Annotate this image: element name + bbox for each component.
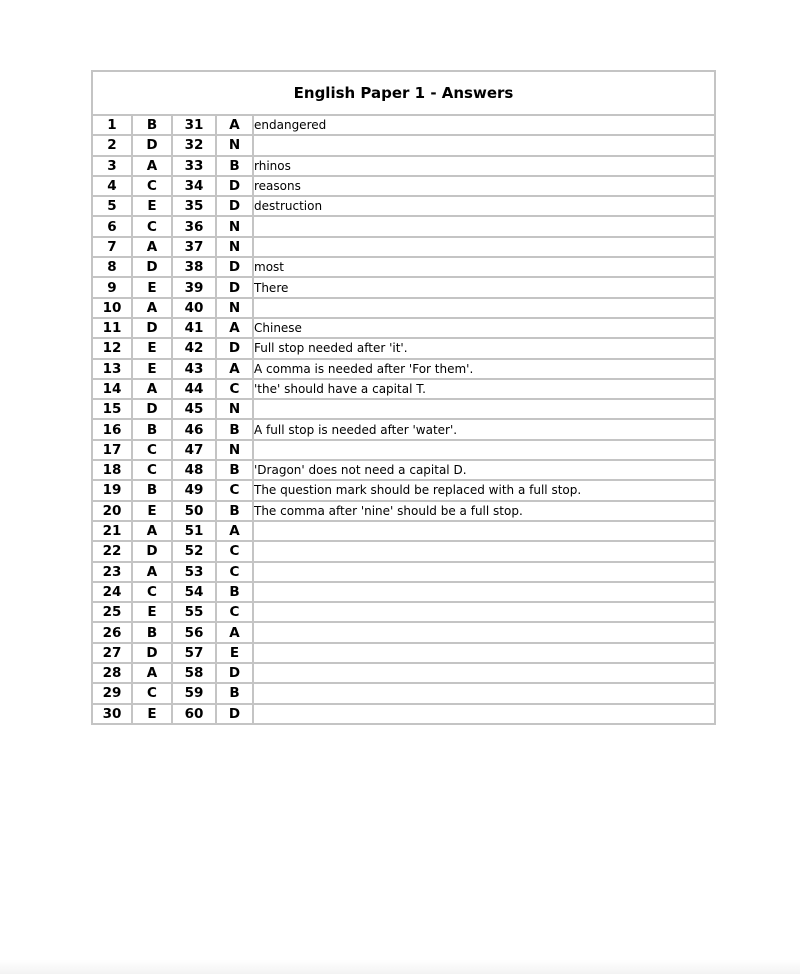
table-row: [93, 238, 716, 258]
question-number-left: 10: [93, 299, 133, 319]
answer-right: D: [217, 705, 254, 725]
table-row: [93, 705, 716, 725]
answer-left: E: [133, 278, 173, 298]
answer-left: E: [133, 197, 173, 217]
question-number-right: 31: [173, 116, 217, 136]
answer-note: [254, 583, 716, 603]
question-number-right: 51: [173, 522, 217, 542]
question-number-left: 30: [93, 705, 133, 725]
question-number-right: 48: [173, 461, 217, 481]
answer-note: There: [254, 278, 716, 298]
question-number-right: 33: [173, 157, 217, 177]
answer-right: A: [217, 522, 254, 542]
answer-note: [254, 644, 716, 664]
answer-left: C: [133, 177, 173, 197]
question-number-right: 41: [173, 319, 217, 339]
answer-right: B: [217, 583, 254, 603]
table-row: [93, 481, 716, 501]
page-bottom-edge: [0, 960, 800, 974]
question-number-left: 21: [93, 522, 133, 542]
question-number-right: 50: [173, 502, 217, 522]
table-row: [93, 116, 716, 136]
question-number-left: 4: [93, 177, 133, 197]
question-number-left: 28: [93, 664, 133, 684]
table-row: [93, 319, 716, 339]
table-row: [93, 502, 716, 522]
question-number-left: 2: [93, 136, 133, 156]
question-number-left: 9: [93, 278, 133, 298]
answer-left: D: [133, 400, 173, 420]
question-number-right: 52: [173, 542, 217, 562]
table-row: [93, 603, 716, 623]
question-number-left: 12: [93, 339, 133, 359]
table-row: [93, 522, 716, 542]
question-number-right: 58: [173, 664, 217, 684]
question-number-left: 27: [93, 644, 133, 664]
answer-note: [254, 299, 716, 319]
question-number-right: 37: [173, 238, 217, 258]
answer-left: D: [133, 319, 173, 339]
question-number-right: 60: [173, 705, 217, 725]
table-row: [93, 684, 716, 704]
answer-right: C: [217, 603, 254, 623]
answer-right: C: [217, 481, 254, 501]
answer-right: B: [217, 420, 254, 440]
answer-note: 'the' should have a capital T.: [254, 380, 716, 400]
answer-right: B: [217, 157, 254, 177]
table-row: [93, 197, 716, 217]
answer-left: C: [133, 583, 173, 603]
answer-note: most: [254, 258, 716, 278]
table-row: [93, 623, 716, 643]
answer-note: [254, 238, 716, 258]
answer-note: [254, 603, 716, 623]
table-row: [93, 644, 716, 664]
answer-right: N: [217, 238, 254, 258]
answer-left: E: [133, 705, 173, 725]
answer-right: B: [217, 461, 254, 481]
question-number-left: 25: [93, 603, 133, 623]
table-row: [93, 339, 716, 359]
answer-left: A: [133, 157, 173, 177]
answer-right: C: [217, 542, 254, 562]
table-row: [93, 380, 716, 400]
table-row: [93, 664, 716, 684]
answer-right: B: [217, 684, 254, 704]
answer-left: A: [133, 238, 173, 258]
answer-right: D: [217, 258, 254, 278]
answer-right: C: [217, 380, 254, 400]
table-row: [93, 542, 716, 562]
question-number-right: 32: [173, 136, 217, 156]
table-row: [93, 299, 716, 319]
answer-note: [254, 136, 716, 156]
question-number-right: 47: [173, 441, 217, 461]
answer-note: [254, 684, 716, 704]
question-number-right: 59: [173, 684, 217, 704]
answer-note: [254, 705, 716, 725]
question-number-right: 56: [173, 623, 217, 643]
answer-left: C: [133, 441, 173, 461]
answer-right: N: [217, 441, 254, 461]
question-number-right: 34: [173, 177, 217, 197]
question-number-right: 38: [173, 258, 217, 278]
answer-note: destruction: [254, 197, 716, 217]
answer-left: E: [133, 339, 173, 359]
question-number-left: 11: [93, 319, 133, 339]
answer-left: B: [133, 481, 173, 501]
table-row: [93, 157, 716, 177]
question-number-right: 42: [173, 339, 217, 359]
answer-left: C: [133, 684, 173, 704]
question-number-right: 55: [173, 603, 217, 623]
question-number-left: 7: [93, 238, 133, 258]
table-row: [93, 441, 716, 461]
question-number-left: 19: [93, 481, 133, 501]
table-row: [93, 563, 716, 583]
answer-left: B: [133, 623, 173, 643]
answer-left: D: [133, 258, 173, 278]
answer-right: N: [217, 400, 254, 420]
answer-right: D: [217, 197, 254, 217]
question-number-left: 3: [93, 157, 133, 177]
answer-note: A comma is needed after 'For them'.: [254, 360, 716, 380]
answer-right: D: [217, 339, 254, 359]
table-row: [93, 278, 716, 298]
question-number-left: 14: [93, 380, 133, 400]
answer-note: The comma after 'nine' should be a full stop.: [254, 502, 716, 522]
answer-right: B: [217, 502, 254, 522]
table-row: [93, 360, 716, 380]
title-row: [93, 72, 716, 116]
answer-note: 'Dragon' does not need a capital D.: [254, 461, 716, 481]
answer-note: [254, 664, 716, 684]
question-number-right: 39: [173, 278, 217, 298]
question-number-right: 44: [173, 380, 217, 400]
question-number-left: 6: [93, 217, 133, 237]
answer-note: [254, 217, 716, 237]
answer-note: [254, 542, 716, 562]
answer-left: A: [133, 563, 173, 583]
answer-left: A: [133, 299, 173, 319]
page-title: English Paper 1 - Answers: [93, 72, 716, 116]
question-number-left: 26: [93, 623, 133, 643]
question-number-left: 15: [93, 400, 133, 420]
answer-left: C: [133, 217, 173, 237]
answer-right: D: [217, 177, 254, 197]
question-number-right: 46: [173, 420, 217, 440]
answer-note: Full stop needed after 'it'.: [254, 339, 716, 359]
question-number-right: 36: [173, 217, 217, 237]
answer-left: B: [133, 420, 173, 440]
question-number-right: 40: [173, 299, 217, 319]
answer-note: endangered: [254, 116, 716, 136]
answer-left: E: [133, 603, 173, 623]
table-row: [93, 136, 716, 156]
answer-note: [254, 522, 716, 542]
question-number-right: 54: [173, 583, 217, 603]
question-number-right: 49: [173, 481, 217, 501]
answer-right: N: [217, 136, 254, 156]
answer-left: D: [133, 644, 173, 664]
answer-note: [254, 441, 716, 461]
answer-right: C: [217, 563, 254, 583]
question-number-right: 43: [173, 360, 217, 380]
answer-right: N: [217, 299, 254, 319]
answer-note: rhinos: [254, 157, 716, 177]
question-number-left: 23: [93, 563, 133, 583]
table-row: [93, 420, 716, 440]
answer-right: A: [217, 623, 254, 643]
answer-right: D: [217, 664, 254, 684]
answer-left: D: [133, 542, 173, 562]
question-number-left: 8: [93, 258, 133, 278]
answer-left: A: [133, 522, 173, 542]
answer-left: B: [133, 116, 173, 136]
answers-table: [91, 70, 716, 725]
question-number-left: 17: [93, 441, 133, 461]
answer-left: D: [133, 136, 173, 156]
question-number-left: 18: [93, 461, 133, 481]
question-number-right: 45: [173, 400, 217, 420]
answer-left: E: [133, 502, 173, 522]
answer-left: A: [133, 380, 173, 400]
answer-left: C: [133, 461, 173, 481]
table-row: [93, 583, 716, 603]
answer-right: E: [217, 644, 254, 664]
answer-left: A: [133, 664, 173, 684]
answer-note: [254, 623, 716, 643]
table-row: [93, 258, 716, 278]
answer-note: reasons: [254, 177, 716, 197]
question-number-right: 35: [173, 197, 217, 217]
table-row: [93, 177, 716, 197]
answer-right: N: [217, 217, 254, 237]
question-number-right: 57: [173, 644, 217, 664]
question-number-left: 16: [93, 420, 133, 440]
answer-right: A: [217, 116, 254, 136]
table-row: [93, 400, 716, 420]
question-number-left: 29: [93, 684, 133, 704]
answer-note: A full stop is needed after 'water'.: [254, 420, 716, 440]
question-number-left: 1: [93, 116, 133, 136]
answer-right: D: [217, 278, 254, 298]
answer-note: [254, 400, 716, 420]
answer-right: A: [217, 319, 254, 339]
question-number-left: 20: [93, 502, 133, 522]
answer-note: Chinese: [254, 319, 716, 339]
answer-left: E: [133, 360, 173, 380]
answer-note: The question mark should be replaced with a full stop.: [254, 481, 716, 501]
question-number-left: 24: [93, 583, 133, 603]
table-row: [93, 461, 716, 481]
answer-note: [254, 563, 716, 583]
answer-right: A: [217, 360, 254, 380]
table-row: [93, 217, 716, 237]
question-number-left: 5: [93, 197, 133, 217]
question-number-right: 53: [173, 563, 217, 583]
answer-rows: [93, 116, 716, 725]
question-number-left: 22: [93, 542, 133, 562]
question-number-left: 13: [93, 360, 133, 380]
